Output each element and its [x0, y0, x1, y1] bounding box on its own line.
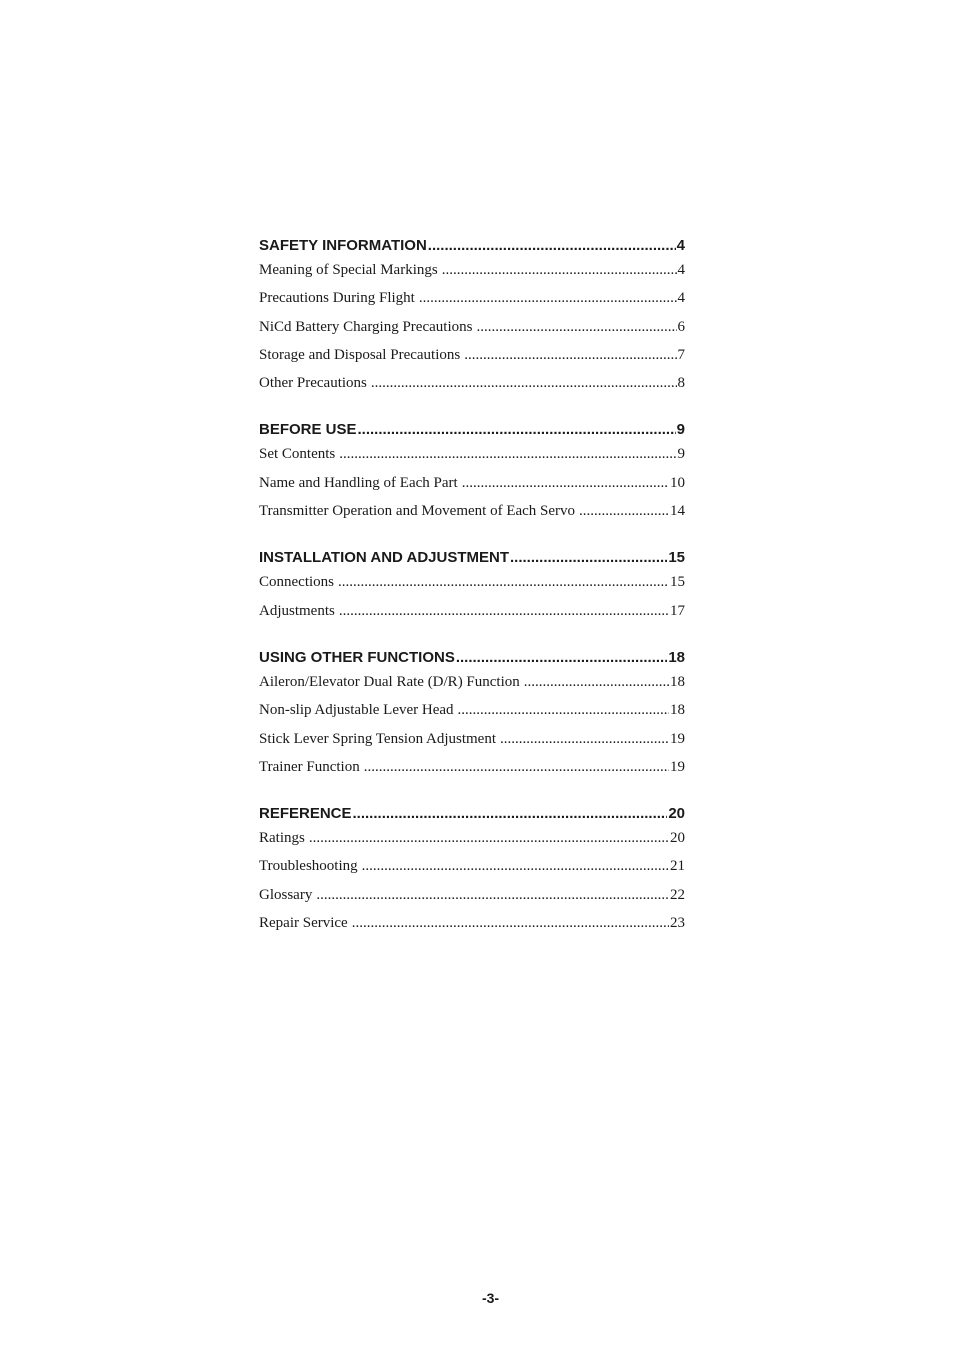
toc-section-heading[interactable] [259, 420, 685, 444]
dot-leader [579, 501, 669, 521]
toc-section-heading[interactable] [259, 236, 685, 260]
dot-leader [428, 236, 676, 256]
dot-leader [353, 804, 668, 824]
toc-entry-title: Transmitter Operation and Movement of Each Servo [259, 503, 576, 520]
toc-heading-title: USING OTHER FUNCTIONS [259, 648, 455, 666]
toc-heading-title: SAFETY INFORMATION [259, 237, 427, 254]
dot-leader [510, 548, 667, 568]
toc-entry-title: NiCd Battery Charging Precautions [259, 318, 473, 335]
toc-entry-title: Ratings [259, 830, 305, 847]
toc-page-number: 8 [677, 375, 685, 392]
dot-leader [339, 601, 669, 621]
toc-page-number: 9 [677, 446, 685, 463]
dot-leader [456, 648, 667, 668]
dot-leader [464, 345, 676, 365]
dot-leader [358, 420, 676, 440]
page-number-footer: -3- [481, 1290, 500, 1306]
toc-entry[interactable] [259, 501, 685, 529]
dot-leader [462, 473, 669, 493]
table-of-contents [259, 236, 685, 960]
toc-heading-title: BEFORE USE [259, 421, 357, 439]
toc-entry[interactable] [259, 260, 685, 288]
toc-page-number: 10 [670, 474, 685, 491]
dot-leader [500, 729, 669, 749]
dot-leader [458, 700, 669, 720]
toc-entry-title: Non-slip Adjustable Lever Head [259, 702, 454, 719]
toc-heading-title: INSTALLATION AND ADJUSTMENT [259, 549, 509, 567]
toc-page-number: 17 [670, 602, 685, 619]
dot-leader [309, 828, 669, 848]
toc-page-number: 18 [670, 673, 685, 690]
toc-page-number: 7 [677, 346, 685, 363]
toc-entry-title: Adjustments [259, 602, 335, 619]
toc-page-number: 20 [670, 830, 685, 847]
toc-entry[interactable] [259, 757, 685, 785]
toc-section-heading[interactable] [259, 648, 685, 672]
toc-entry-title: Stick Lever Spring Tension Adjustment [259, 730, 496, 747]
toc-entry-title: Set Contents [259, 446, 336, 463]
toc-section-reference [259, 804, 685, 941]
toc-entry[interactable] [259, 700, 685, 728]
toc-page-number: 23 [670, 915, 685, 932]
toc-entry[interactable] [259, 317, 685, 345]
toc-page-number: 22 [670, 886, 685, 903]
dot-leader [364, 757, 669, 777]
toc-section-safety-information [259, 236, 685, 401]
toc-entry[interactable] [259, 856, 685, 884]
toc-page-number: 15 [668, 549, 685, 567]
dot-leader [419, 288, 677, 308]
toc-entry[interactable] [259, 672, 685, 700]
toc-entry[interactable] [259, 572, 685, 600]
toc-page-number: 6 [677, 318, 685, 335]
toc-page-number: 21 [670, 858, 685, 875]
toc-heading-title: REFERENCE [259, 805, 352, 823]
toc-section-heading[interactable] [259, 548, 685, 572]
dot-leader [371, 373, 677, 393]
dot-leader [316, 885, 669, 905]
toc-entry-title: Storage and Disposal Precautions [259, 346, 461, 363]
dot-leader [524, 672, 669, 692]
toc-page-number: 18 [670, 702, 685, 719]
toc-entry-title: Troubleshooting [259, 858, 358, 875]
toc-entry-title: Glossary [259, 886, 313, 903]
toc-page-number: 19 [670, 758, 685, 775]
dot-leader [442, 260, 677, 280]
toc-entry-title: Aileron/Elevator Dual Rate (D/R) Function [259, 673, 520, 690]
dot-leader [339, 444, 676, 464]
toc-entry-title: Repair Service [259, 915, 348, 932]
toc-section-heading[interactable] [259, 804, 685, 828]
toc-entry[interactable] [259, 913, 685, 941]
dot-leader [338, 572, 669, 592]
toc-page-number: 15 [670, 574, 685, 591]
toc-entry-title: Other Precautions [259, 375, 367, 392]
toc-entry[interactable] [259, 729, 685, 757]
toc-page-number: 4 [677, 290, 685, 307]
toc-entry[interactable] [259, 473, 685, 501]
toc-entry[interactable] [259, 288, 685, 316]
toc-entry[interactable] [259, 373, 685, 401]
toc-entry[interactable] [259, 444, 685, 472]
toc-page-number: 4 [677, 262, 685, 278]
toc-page-number: 14 [670, 503, 685, 520]
toc-entry-title: Connections [259, 574, 334, 591]
toc-entry-title: Precautions During Flight [259, 290, 415, 307]
toc-page-number: 19 [670, 730, 685, 747]
toc-entry[interactable] [259, 345, 685, 373]
dot-leader [362, 856, 669, 876]
toc-section-installation-and-adjustment [259, 548, 685, 629]
toc-entry[interactable] [259, 601, 685, 629]
toc-entry[interactable] [259, 828, 685, 856]
toc-entry-title: Meaning of Special Markings [259, 262, 438, 278]
toc-entry[interactable] [259, 885, 685, 913]
toc-entry-title: Name and Handling of Each Part [259, 474, 458, 491]
toc-page-number: 18 [668, 648, 685, 666]
toc-page-number: 9 [676, 421, 685, 439]
toc-section-before-use [259, 420, 685, 529]
toc-section-using-other-functions [259, 648, 685, 785]
dot-leader [476, 317, 676, 337]
toc-page-number: 20 [668, 805, 685, 823]
dot-leader [352, 913, 669, 933]
toc-page-number: 4 [676, 237, 685, 254]
toc-entry-title: Trainer Function [259, 758, 360, 775]
